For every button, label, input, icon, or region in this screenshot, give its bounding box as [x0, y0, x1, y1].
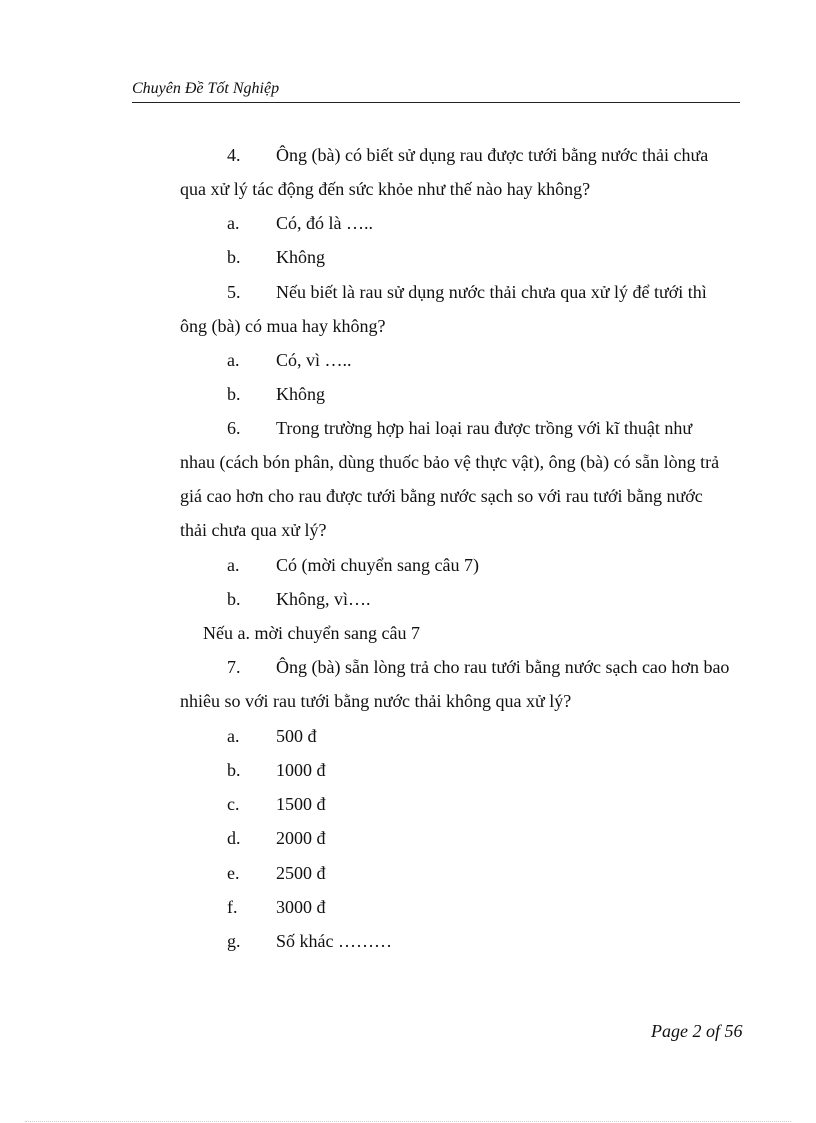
option-letter: d. [227, 828, 241, 848]
option-text: 2500 đ [276, 863, 326, 883]
page-number: Page 2 of 56 [651, 1021, 743, 1041]
option-text: Có, vì ….. [276, 350, 352, 370]
question-number: 6. [227, 418, 241, 438]
option-text: 2000 đ [276, 828, 326, 848]
question-text: ông (bà) có mua hay không? [180, 316, 386, 336]
option-text: Có, đó là ….. [276, 213, 373, 233]
option-letter: c. [227, 794, 240, 814]
option-letter: b. [227, 384, 241, 404]
question-text: giá cao hơn cho rau được tưới bằng nước sạch so với rau tưới bằng nước [180, 486, 703, 506]
question-text: Trong trường hợp hai loại rau được trồng với kĩ thuật như [276, 418, 693, 438]
option-text: 1500 đ [276, 794, 326, 814]
option-letter: b. [227, 760, 241, 780]
question-text: nhiêu so với rau tưới bằng nước thải không qua xử lý? [180, 691, 572, 711]
option-letter: a. [227, 726, 240, 746]
header-divider [132, 102, 740, 103]
option-letter: a. [227, 350, 240, 370]
question-text: Ông (bà) có biết sử dụng rau được tưới bằng nước thải chưa [276, 145, 709, 165]
option-letter: g. [227, 931, 241, 951]
option-text: 3000 đ [276, 897, 326, 917]
option-text: Số khác ……… [276, 931, 392, 951]
question-text: thải chưa qua xử lý? [180, 520, 327, 540]
option-letter: b. [227, 589, 241, 609]
option-letter: a. [227, 213, 240, 233]
option-text: Không [276, 247, 325, 267]
option-letter: e. [227, 863, 240, 883]
question-text: Ông (bà) sẵn lòng trả cho rau tưới bằng nước sạch cao hơn bao [276, 657, 730, 677]
note-text: Nếu a. mời chuyển sang câu 7 [203, 623, 420, 643]
option-text: Không [276, 384, 325, 404]
option-text: Không, vì…. [276, 589, 371, 609]
question-text: nhau (cách bón phân, dùng thuốc bảo vệ thực vật), ông (bà) có sẵn lòng trả [180, 452, 720, 472]
question-number: 5. [227, 282, 241, 302]
page-edge-divider [25, 1121, 791, 1122]
option-text: Có (mời chuyển sang câu 7) [276, 555, 479, 575]
document-title: Chuyên Đề Tốt Nghiệp [132, 80, 280, 97]
option-text: 500 đ [276, 726, 317, 746]
question-text: Nếu biết là rau sử dụng nước thải chưa qua xử lý để tưới thì [276, 282, 707, 302]
question-number: 4. [227, 145, 241, 165]
question-number: 7. [227, 657, 241, 677]
option-letter: a. [227, 555, 240, 575]
option-text: 1000 đ [276, 760, 326, 780]
question-text: qua xử lý tác động đến sức khỏe như thế nào hay không? [180, 179, 591, 199]
option-letter: f. [227, 897, 238, 917]
option-letter: b. [227, 247, 241, 267]
